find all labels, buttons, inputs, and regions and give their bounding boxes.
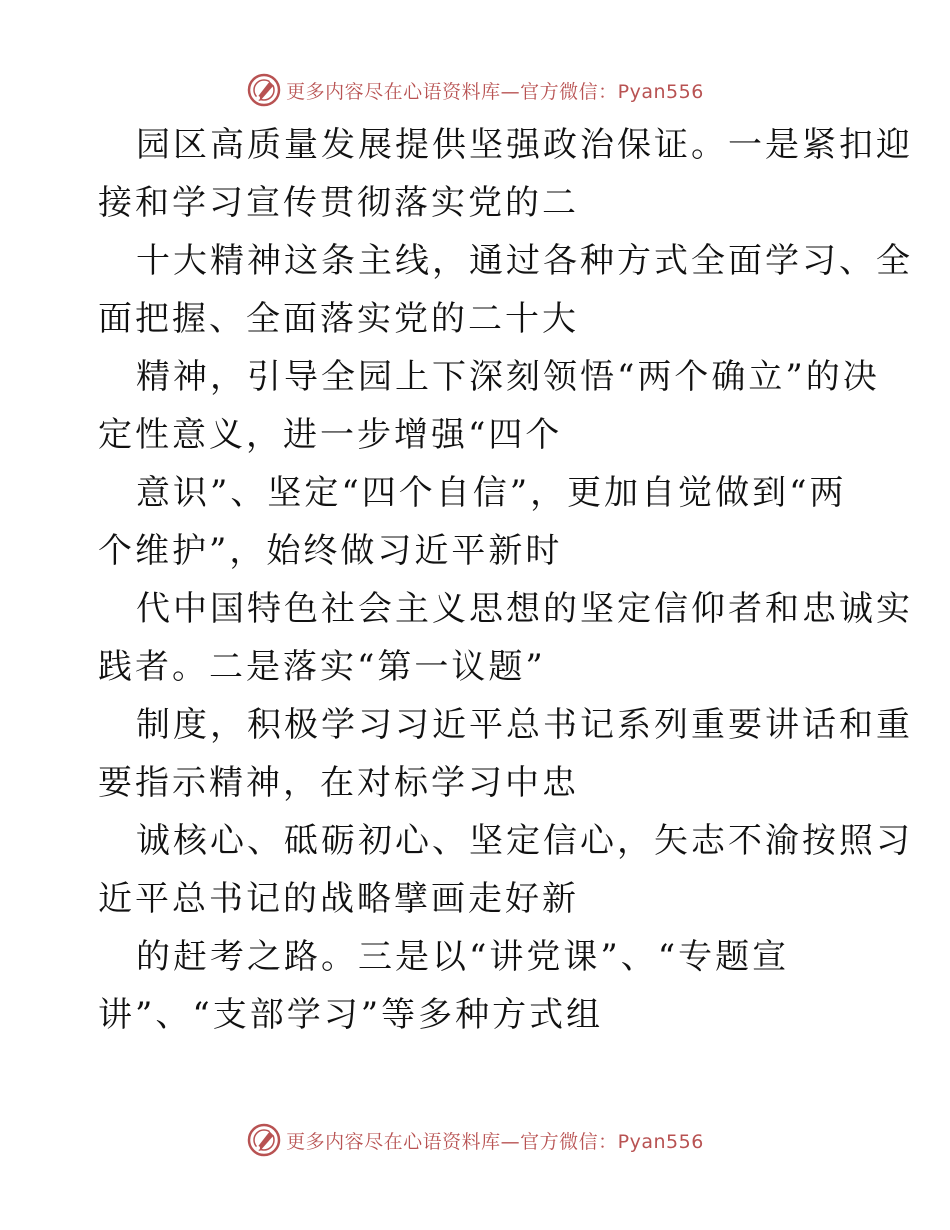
text-line: 十大精神这条主线，通过各种方式全面学习、全	[136, 241, 913, 281]
text-line: 讲”、“支部学习”等多种方式组	[98, 995, 604, 1035]
watermark-text: 更多内容尽在心语资料库—官方微信：Pyan556	[286, 80, 704, 103]
footer-watermark	[0, 1120, 950, 1160]
paragraph	[98, 348, 880, 464]
text-line: 园区高质量发展提供坚强政治保证。一是紧扣迎	[136, 125, 913, 165]
paragraph	[98, 232, 913, 348]
text-line: 意识”、坚定“四个自信”，更加自觉做到“两	[136, 473, 847, 513]
text-line: 制度，积极学习习近平总书记系列重要讲话和重	[136, 705, 913, 745]
text-line: 个维护”，始终做习近平新时	[98, 531, 563, 571]
document-body	[98, 116, 913, 1044]
paragraph	[98, 812, 913, 928]
paragraph	[98, 928, 858, 1044]
paragraph	[98, 696, 913, 812]
pen-nib-logo-icon	[246, 72, 282, 108]
text-line: 近平总书记的战略擘画走好新	[98, 879, 579, 919]
header-watermark	[0, 70, 950, 110]
text-line: 精神，引导全园上下深刻领悟“两个确立”的决	[136, 357, 880, 397]
text-line: 定性意义，进一步增强“四个	[98, 415, 563, 455]
text-line: 接和学习宣传贯彻落实党的二	[98, 183, 579, 223]
text-line: 面把握、全面落实党的二十大	[98, 299, 579, 339]
paragraph	[98, 580, 913, 696]
pen-nib-logo-icon	[246, 1122, 282, 1158]
paragraph	[98, 464, 858, 580]
paragraph	[98, 116, 913, 232]
watermark-text: 更多内容尽在心语资料库—官方微信：Pyan556	[286, 1130, 704, 1153]
text-line: 的赶考之路。三是以“讲党课”、“专题宣	[136, 937, 790, 977]
text-line: 代中国特色社会主义思想的坚定信仰者和忠诚实	[136, 589, 913, 629]
text-line: 要指示精神，在对标学习中忠	[98, 763, 579, 803]
text-line: 诚核心、砥砺初心、坚定信心，矢志不渝按照习	[136, 821, 913, 861]
text-line: 践者。二是落实“第一议题”	[98, 647, 546, 687]
